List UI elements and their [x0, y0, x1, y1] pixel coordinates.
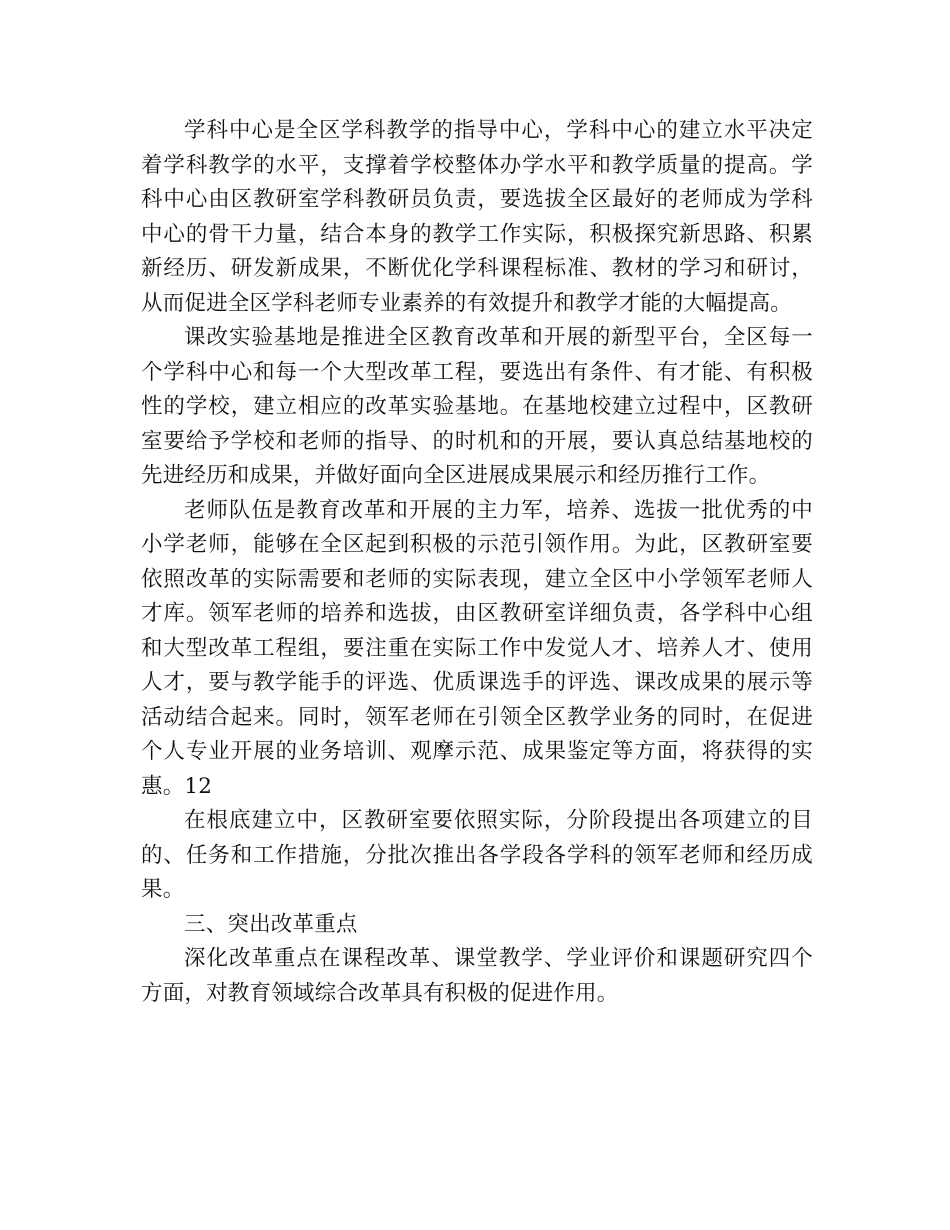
paragraph-subject-center: 学科中心是全区学科教学的指导中心，学科中心的建立水平决定着学科教学的水平，支撑着学校整体办学水平和教学质量的提高。学科中心由区教研室学科教研员负责，要选拔全区最好的老师成为学科中心的骨干力量，结合本身的教学工作实际，积极探究新思路、积累新经历、研发新成果，不断优化学科课程标准、教材的学习和研讨，从而促进全区学科老师专业素养的有效提升和教学才能的大幅提高。: [141, 118, 813, 316]
paragraph-foundation-building: 在根底建立中，区教研室要依照实际，分阶段提出各项建立的目的、任务和工作措施，分批次推出各学段各学科的领军老师和经历成果。: [141, 808, 813, 902]
document-body: [141, 114, 813, 1011]
paragraph-deepen-reform: 深化改革重点在课程改革、课堂教学、学业评价和课题研究四个方面，对教育领域综合改革具有积极的促进作用。: [141, 946, 813, 1006]
paragraph-teacher-team: 老师队伍是教育改革和开展的主力军，培养、选拔一批优秀的中小学老师，能够在全区起到积极的示范引领作用。为此，区教研室要依照改革的实际需要和老师的实际表现，建立全区中小学领军老师人才库。领军老师的培养和选拔，由区教研室详细负责，各学科中心组和大型改革工程组，要注重在实际工作中发觉人才、培养人才、使用人才，要与教学能手的评选、优质课选手的评选、课改成果的展示等活动结合起来。同时，领军老师在引领全区教学业务的同时，在促进个人专业开展的业务培训、观摩示范、成果鉴定等方面，将获得的实惠。12: [141, 497, 813, 799]
paragraph-reform-base: 课改实验基地是推进全区教育改革和开展的新型平台，全区每一个学科中心和每一个大型改革工程，要选出有条件、有才能、有积极性的学校，建立相应的改革实验基地。在基地校建立过程中，区教研室要给予学校和老师的指导、的时机和的开展，要认真总结基地校的先进经历和成果，并做好面向全区进展成果展示和经历推行工作。: [141, 325, 813, 488]
section-heading-reform-focus: 三、突出改革重点: [184, 911, 358, 937]
